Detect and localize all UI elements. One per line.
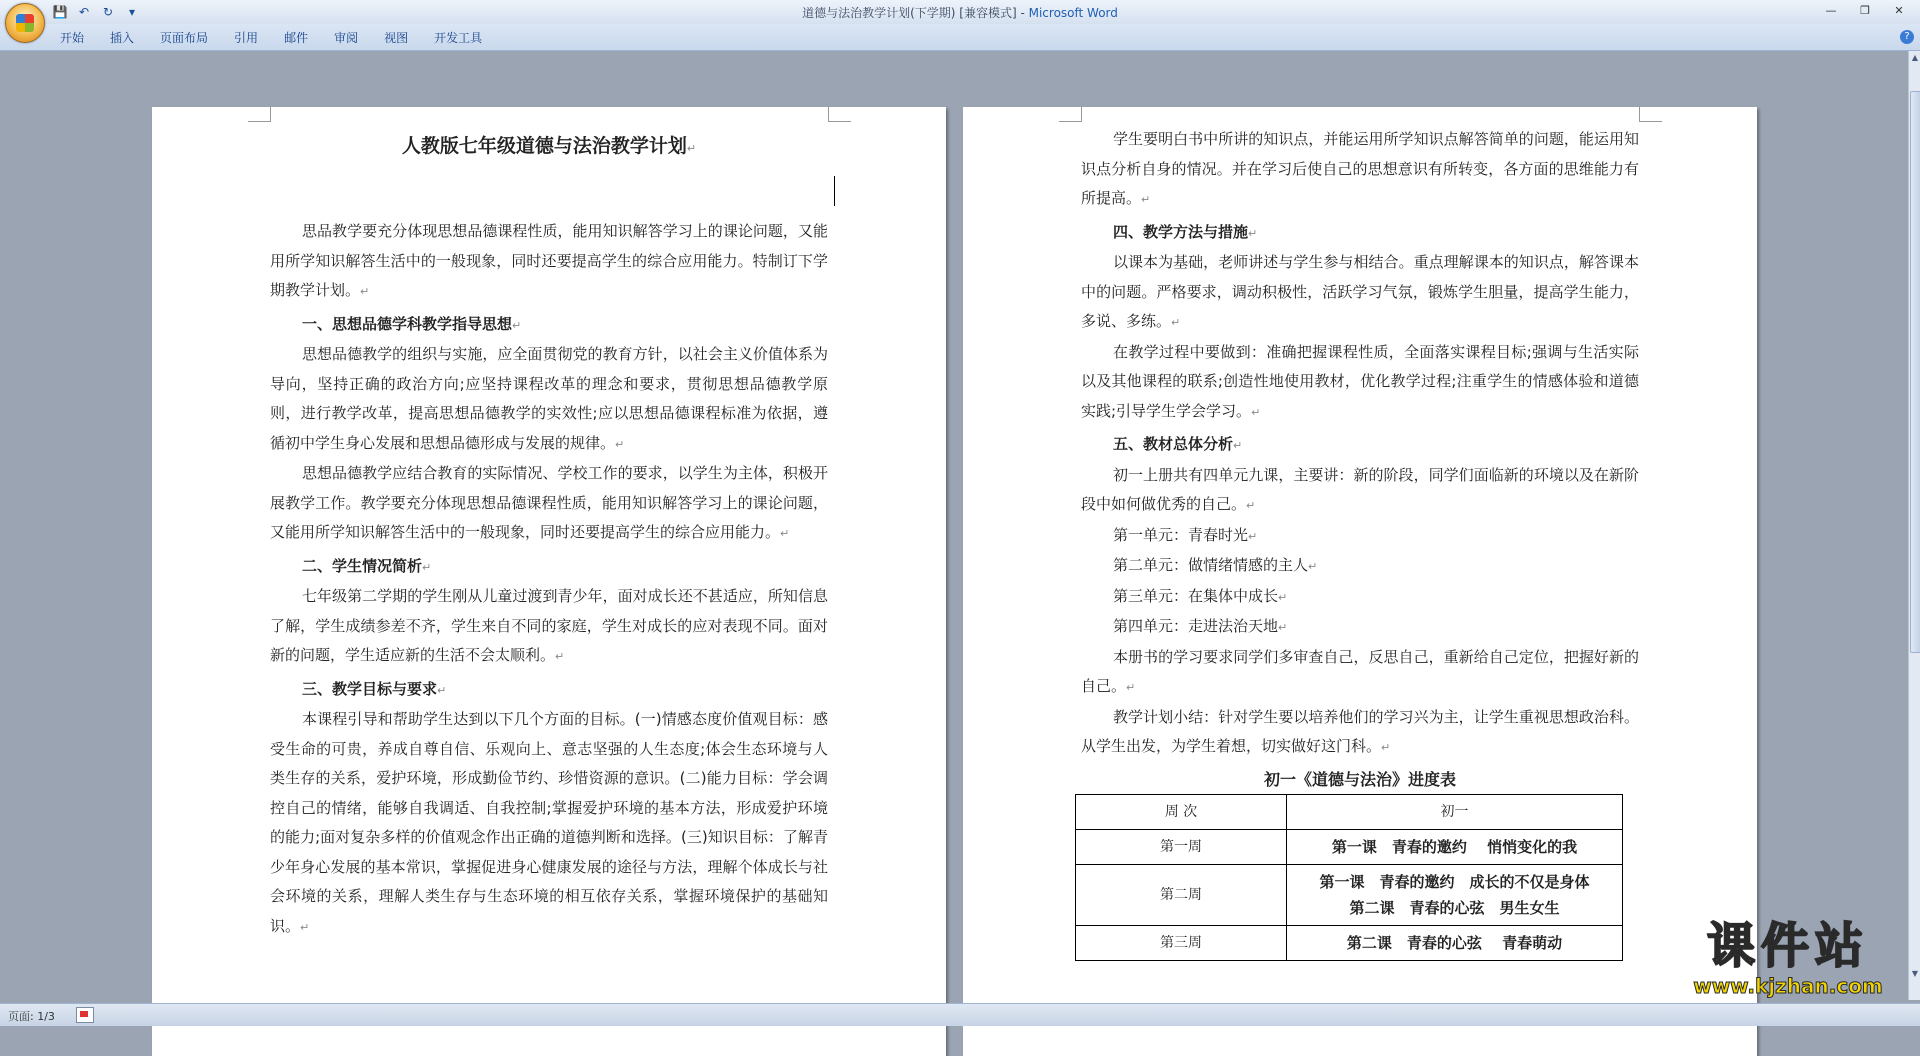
paragraph [270,705,828,942]
paragraph-mark: ↵ [1171,316,1181,329]
customize-qat-icon[interactable]: ▾ [128,5,136,19]
paragraph-text: 第四单元：走进法治天地 [1113,617,1279,635]
scroll-up-icon[interactable]: ▲ [1911,53,1919,62]
paragraph-mark: ↵ [686,142,697,155]
paragraph [1081,125,1639,215]
section-heading-text: 三、教学目标与要求 [302,679,438,698]
lesson-line: 第一课 青春的邀约 悄悄变化的我 [1331,837,1578,856]
text-cursor [834,176,835,206]
paragraph-mark: ↵ [1308,560,1318,573]
paragraph-text: 学生要明白书中所讲的知识点，并能运用所学知识点解答简单的问题，能运用知识点分析自身的情况。并在学习后使自己的思想意识有所转变，各方面的思维能力有所提高。 [1081,130,1639,207]
paragraph-mark: ↵ [300,920,310,934]
paragraph-text: 本册书的学习要求同学们多审查自己，反思自己，重新给自己定位，把握好新的自己。 [1081,647,1639,695]
paragraph [1081,612,1639,643]
section-heading [270,310,828,341]
schedule-table-body [1076,829,1623,960]
scroll-down-icon[interactable]: ▼ [1911,969,1919,978]
document-page-1[interactable] [152,107,946,1056]
document-title-text: 人教版七年级道德与法治教学计划 [401,135,687,157]
paragraph-text: 第一单元：青春时光 [1113,525,1249,544]
paragraph [1081,582,1639,613]
section-heading [1081,430,1639,461]
paragraph-mark: ↵ [512,318,522,332]
ribbon-tabs [50,29,498,47]
tab-review[interactable]: 审阅 [334,31,359,45]
proofing-icon[interactable] [76,1007,94,1023]
page-2-paragraphs [1081,125,1639,763]
help-icon[interactable]: ? [1900,30,1914,44]
schedule-table-title [1081,767,1639,790]
paragraph-text: 第二单元：做情绪情感的主人 [1113,556,1309,574]
paragraph-mark: ↵ [555,650,565,663]
paragraph-mark: ↵ [1381,741,1391,754]
paragraph-mark: ↵ [360,285,370,298]
paragraph-text: 在教学过程中要做到：准确把握课程性质，全面落实课程目标;强调与生活实际以及其他课程的联系;创造性地使用教材，优化教学过程;注重学生的情感体验和道德实践;引导学生学会学习。 [1081,342,1639,420]
lesson-line: 第一课 青春的邀约 成长的不仅是身体 [1319,872,1590,891]
ribbon [0,24,1920,51]
close-button[interactable]: ✕ [1894,3,1904,17]
status-bar [0,1003,1920,1026]
title-bar [0,0,1920,24]
application-name: Microsoft Word [1028,6,1118,20]
week-cell: 第二周 [1076,864,1287,925]
save-icon[interactable]: 💾 [52,5,68,19]
office-logo-icon [16,14,34,32]
tab-view[interactable]: 视图 [384,31,409,45]
paragraph-mark: ↵ [1278,621,1288,634]
paragraph-text: 思想品德教学的组织与实施，应全面贯彻党的教育方针，以社会主义价值体系为导向，坚持正确的政治方向;应坚持课程改革的理念和要求，贯彻思想品德教学原则，进行教学改革，提高思想品德教学的实效性;应以思想品德课程标准为依据，遵循初中学生身心发展和思想品德形成与发展的规律。 [270,345,828,452]
page-2-body [1081,125,1639,961]
document-name: 道德与法治教学计划(下学期) [兼容模式] - [802,6,1029,20]
paragraph-mark: ↵ [1248,226,1258,240]
tab-mailings[interactable]: 邮件 [284,31,309,45]
crop-mark [828,107,851,122]
page-indicator[interactable]: 页面: 1/3 [8,1010,55,1023]
lesson-line: 第二课 青春的心弦 青春萌动 [1346,933,1563,952]
paragraph-mark: ↵ [437,683,447,697]
window-title [0,4,1920,21]
minimize-button[interactable]: — [1825,3,1837,17]
tab-developer[interactable]: 开发工具 [434,31,483,45]
section-heading [270,675,828,706]
watermark-text: 课件站 [1706,918,1869,974]
paragraph [270,459,828,549]
table-header-row [1076,794,1623,829]
lesson-line: 第二课 青春的心弦 男生女生 [1349,898,1560,917]
paragraph-mark: ↵ [1233,439,1243,452]
paragraph-text: 七年级第二学期的学生刚从儿童过渡到青少年，面对成长还不甚适应，所知信息了解，学生成绩参差不齐，学生来自不同的家庭，学生对成长的应对表现不同。面对新的问题，学生适应新的生活不会太顺利。 [270,587,828,664]
paragraph-mark: ↵ [615,437,625,451]
paragraph [270,340,828,459]
week-cell: 第一周 [1076,829,1287,864]
paragraph-mark: ↵ [1126,681,1136,694]
table-row [1076,864,1623,925]
paragraph-mark: ↵ [1246,499,1256,512]
paragraph-text: 思想品德教学应结合教育的实际情况、学校工作的要求，以学生为主体，积极开展教学工作。教学要充分体现思想品德课程性质，能用知识解答学习上的课论问题，又能用所学知识解答生活中的一般现象，同时还要提高学生的综合应用能力。 [270,464,828,541]
vertical-scrollbar[interactable] [1908,51,1920,1000]
paragraph-mark: ↵ [1278,590,1288,604]
watermark-logo [1664,918,1912,1004]
paragraph-text: 初一上册共有四单元九课，主要讲：新的阶段，同学们面临新的环境以及在新阶段中如何做优秀的自己。 [1081,465,1639,513]
paragraph-mark: ↵ [1251,405,1261,419]
lesson-cell [1287,864,1623,925]
lesson-cell [1287,925,1623,960]
page-1-body [270,217,828,942]
paragraph [1081,551,1639,582]
scrollbar-thumb[interactable] [1910,91,1920,653]
paragraph-text: 教学计划小结：针对学生要以培养他们的学习兴为主，让学生重视思想政治科。从学生出发，为学生着想，切实做好这门科。 [1081,707,1639,755]
paragraph-text: 思品教学要充分体现思想品德课程性质，能用知识解答学习上的课论问题，又能用所学知识解答生活中的一般现象，同时还要提高学生的综合应用能力。特制订下学期教学计划。 [270,222,828,299]
window-controls [1814,0,1916,20]
document-workspace [0,51,1908,1000]
schedule-table [1075,794,1623,961]
table-header-cell: 周 次 [1076,794,1287,829]
section-heading [270,552,828,583]
table-row [1076,829,1623,864]
tab-references[interactable]: 引用 [234,31,259,45]
crop-mark [1059,107,1082,122]
section-heading [1081,218,1639,249]
crop-mark [248,107,271,122]
paragraph-mark: ↵ [780,527,790,540]
section-heading-text: 二、学生情况简析 [302,556,423,575]
tab-insert[interactable]: 插入 [110,31,135,45]
watermark-url: www.kjzhan.com [1693,974,1883,998]
paragraph-text: 第三单元：在集体中成长 [1113,586,1279,605]
table-row [1076,925,1623,960]
paragraph-mark: ↵ [1141,193,1151,206]
restore-button[interactable]: ❐ [1860,3,1870,17]
paragraph [1081,248,1639,338]
section-heading-text: 一、思想品德学科教学指导思想 [302,314,513,333]
paragraph [1081,461,1639,521]
document-title [152,131,946,158]
week-cell: 第三周 [1076,925,1287,960]
paragraph-text: 本课程引导和帮助学生达到以下几个方面的目标。(一)情感态度价值观目标：感受生命的可贵，养成自尊自信、乐观向上、意志坚强的人生态度;体会生态环境与人类生存的关系，爱护环境，形成勤俭节约、珍惜资源的意识。(二)能力目标：学会调控自己的情绪，能够自我调适、自我控制;掌握爱护环境的基本方法，形成爱护环境的能力;面对复杂多样的价值观念作出正确的道德判断和选择。(三)知识目标：了解青少年身心发展的基本常识，掌握促进身心健康发展的途径与方法，理解个体成长与社会环境的关系，理解人类生存与生态环境的相互依存关系，掌握环境保护的基础知识。 [270,710,828,935]
crop-mark [1639,107,1662,122]
tab-page-layout[interactable]: 页面布局 [160,31,209,45]
paragraph [270,582,828,672]
table-header-cell: 初一 [1287,794,1623,829]
paragraph-text: 以课本为基础，老师讲述与学生参与相结合。重点理解课本的知识点，解答课本中的问题。严格要求，调动积极性，活跃学习气氛，锻炼学生胆量，提高学生能力，多说、多练。 [1081,253,1639,330]
undo-icon[interactable]: ↶ [78,5,90,19]
redo-icon[interactable]: ↻ [102,5,114,19]
paragraph-mark: ↵ [422,560,432,574]
paragraph [270,217,828,307]
document-page-2[interactable] [963,107,1757,1056]
paragraph-mark: ↵ [1248,529,1258,543]
paragraph [1081,643,1639,703]
paragraph [1081,338,1639,428]
tab-home[interactable]: 开始 [60,31,85,45]
section-heading-text: 五、教材总体分析 [1113,435,1234,453]
paragraph [1081,521,1639,552]
section-heading-text: 四、教学方法与措施 [1113,222,1249,241]
schedule-table-title-text: 初一《道德与法治》进度表 [1263,769,1456,789]
lesson-cell [1287,829,1623,864]
office-button[interactable] [5,3,45,43]
paragraph [1081,703,1639,763]
